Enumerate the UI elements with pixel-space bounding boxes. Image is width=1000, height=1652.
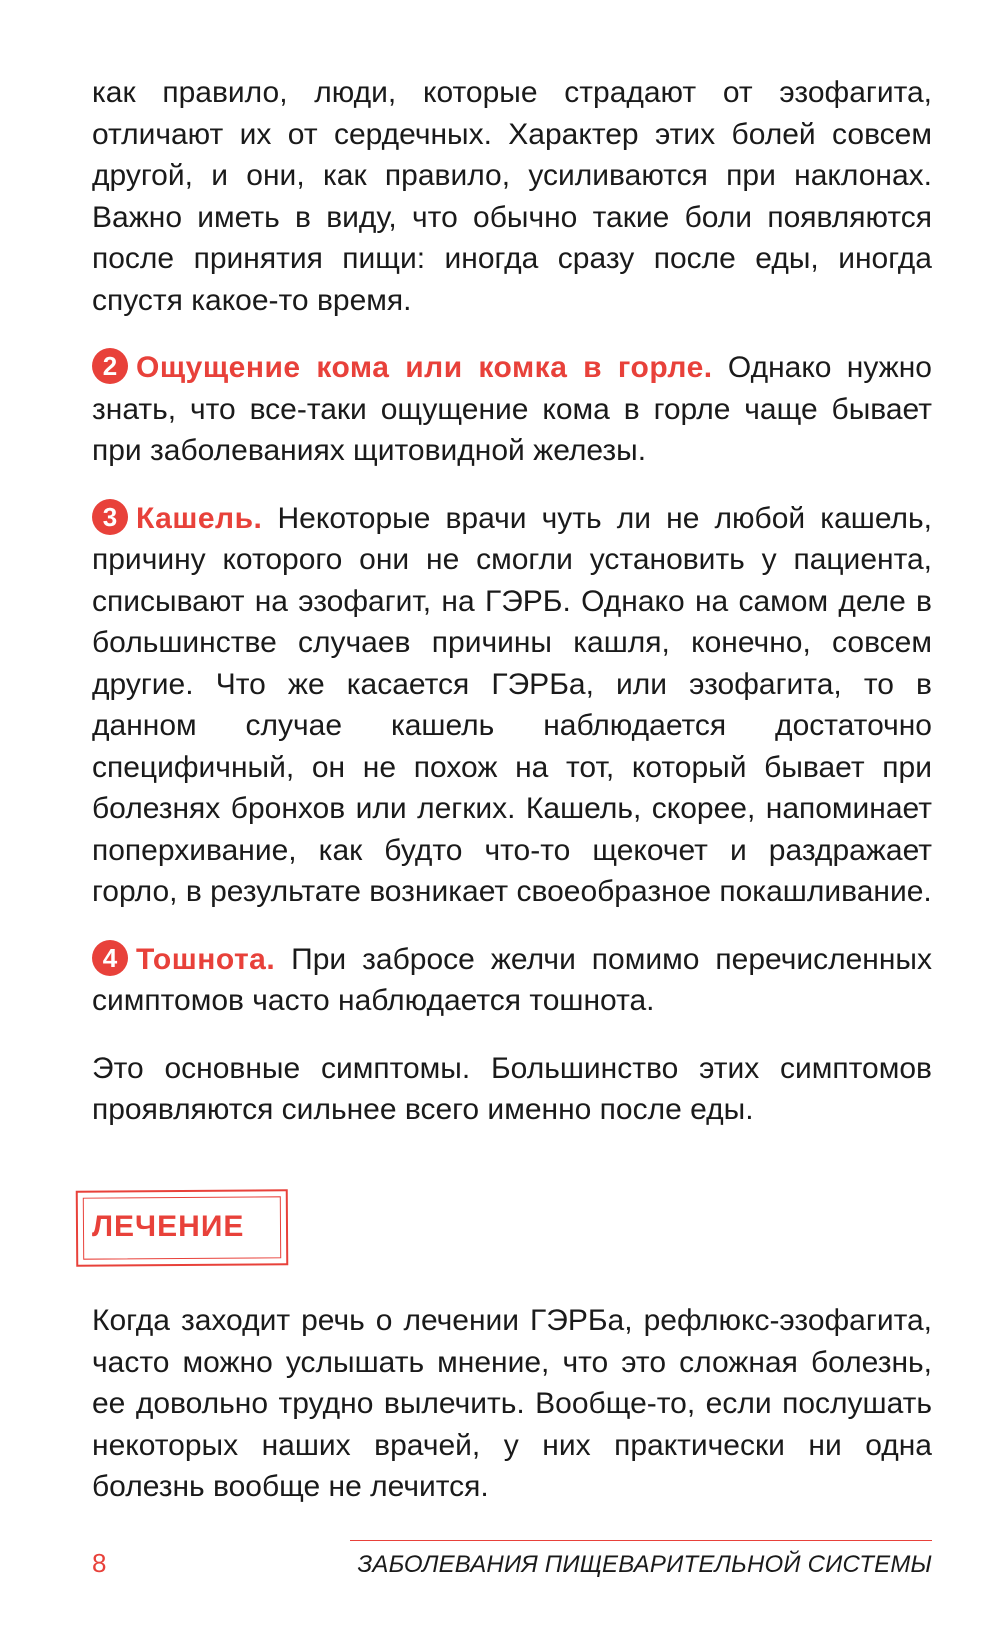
symptom-title-3: Кашель. bbox=[136, 501, 263, 535]
symptom-text-3: Некоторые врачи чуть ли не любой кашель, причину которого они не смогли установить у пациента, списывают на эзофагит, на ГЭРБ. Однако на самом деле в большинстве случаев причины кашля, конечно, совсем другие. Что же касается ГЭРБа, или эзофагита, то в данном случае кашель наблюдается достаточно специфичный, он не похож на тот, который бывает при болезнях бронхов или легких. Кашель, скорее, напоминает поперхивание, как будто что-то щекочет и раздражает горло, в результате возникает своеобразное покашливание. bbox=[92, 501, 932, 908]
main-text-block bbox=[92, 72, 932, 1131]
treatment-paragraph: Когда заходит речь о лечении ГЭРБа, рефлюкс-эзофагита, часто можно услышать мнение, что это сложная болезнь, ее довольно трудно вылечить. Вообще-то, если послушать некоторых наших врачей, у них практически ни одна болезнь вообще не лечится. bbox=[92, 1304, 932, 1503]
symptom-item-2 bbox=[92, 347, 932, 472]
summary-paragraph: Это основные симптомы. Большинство этих симптомов проявляются сильнее всего именно после еды. bbox=[92, 1051, 932, 1126]
footer-divider bbox=[350, 1540, 932, 1541]
symptom-text-4: При забросе желчи помимо перечисленных симптомов часто наблюдается тошнота. bbox=[92, 942, 932, 1017]
number-badge-4: 4 bbox=[92, 940, 128, 976]
section-heading: ЛЕЧЕНИЕ bbox=[92, 1210, 245, 1243]
symptom-item-4 bbox=[92, 939, 932, 1022]
symptom-item-3 bbox=[92, 498, 932, 913]
symptom-title-2: Ощущение кома или комка в горле. bbox=[136, 351, 713, 384]
symptom-title-4: Тошнота. bbox=[136, 942, 276, 976]
number-badge-2: 2 bbox=[92, 348, 128, 384]
number-badge-3: 3 bbox=[92, 499, 128, 535]
running-title: ЗАБОЛЕВАНИЯ ПИЩЕВАРИТЕЛЬНОЙ СИСТЕМЫ bbox=[357, 1551, 932, 1578]
page-number: 8 bbox=[92, 1548, 107, 1578]
symptom-text-2: Однако нужно знать, что все-таки ощущение кома в горле чаще бывает при заболеваниях щитовидной железы. bbox=[92, 351, 932, 467]
intro-paragraph: как правило, люди, которые страдают от эзофагита, отличают их от сердечных. Характер этих болей совсем другой, и они, как правило, усиливаются при наклонах. Важно иметь в виду, что обычно такие боли появляются после принятия пищи: иногда сразу после еды, иногда спустя какое-то время. bbox=[92, 76, 932, 317]
treatment-text-block bbox=[92, 1300, 932, 1508]
